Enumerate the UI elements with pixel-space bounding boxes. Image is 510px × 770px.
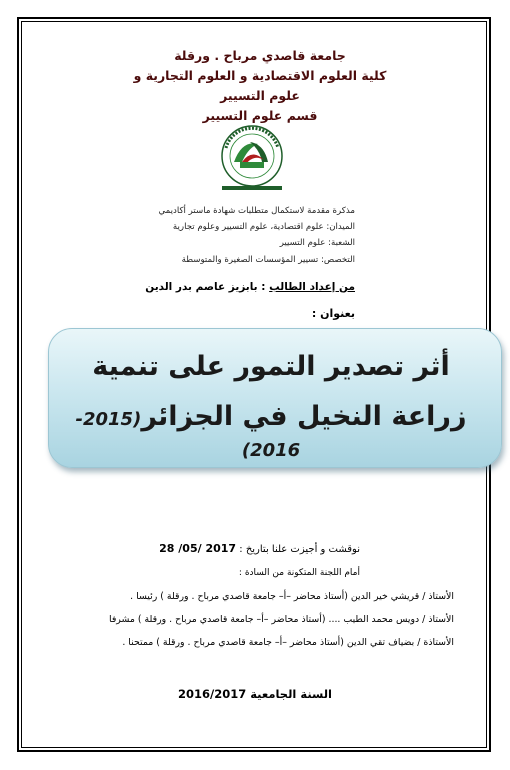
defense-text: نوقشت و أجيزت علنا بتاريخ :	[236, 544, 360, 555]
memo-statement: مذكرة مقدمة لاستكمال متطلبات شهادة ماستر أكاديمي	[158, 206, 355, 216]
title-line-2	[61, 401, 481, 463]
field-line: الميدان: علوم اقتصادية، علوم التسيير وعلوم تجارية	[172, 222, 355, 232]
title-label: بعنوان :	[311, 307, 355, 320]
jury-intro: أمام اللجنة المتكونة من السادة :	[238, 568, 360, 578]
title-line-2-main: زراعة النخيل في الجزائر	[141, 401, 467, 432]
jury-member: الأستاذة / بضياف تقي الدين (أستاذ محاضر –أ– جامعة قاصدي مرباح . ورقلة ) ممتحنا .	[122, 637, 454, 648]
university-logo	[212, 118, 292, 198]
specialty-line: التخصص: تسيير المؤسسات الصغيرة والمتوسطة	[181, 255, 355, 265]
thesis-title-box	[48, 328, 502, 468]
academic-year: السنة الجامعية 2016/2017	[177, 687, 332, 701]
branch-line: الشعبة: علوم التسيير	[279, 238, 355, 248]
defense-date: 28 /05/ 2017	[159, 542, 237, 555]
author-name: : بابزيز عاصم بدر الدين	[145, 281, 270, 293]
author-label: من إعداد الطالب	[269, 281, 355, 293]
title-years: (2015-2016)	[75, 409, 301, 461]
defense-line	[159, 542, 360, 555]
title-line-1: أثر تصدير التمور على تنمية	[92, 351, 450, 382]
department-name: قسم علوم التسيير	[202, 108, 318, 123]
jury-member: الأستاذ / قريشي خير الدين (أستاذ محاضر –أ– جامعة قاصدي مرباح . ورقلة ) رئيسا .	[130, 591, 454, 602]
author-line	[145, 281, 355, 293]
faculty-name: كلية العلوم الاقتصادية و العلوم التجارية و علوم التسيير	[133, 68, 387, 103]
jury-member: الأستاذ / دويس محمد الطيب .... (أستاذ محاضر –أ– جامعة قاصدي مرباح . ورقلة ) مشرفا	[108, 614, 454, 625]
institution-header	[130, 46, 390, 126]
university-name: جامعة قاصدي مرباح . ورقلة	[174, 48, 346, 63]
